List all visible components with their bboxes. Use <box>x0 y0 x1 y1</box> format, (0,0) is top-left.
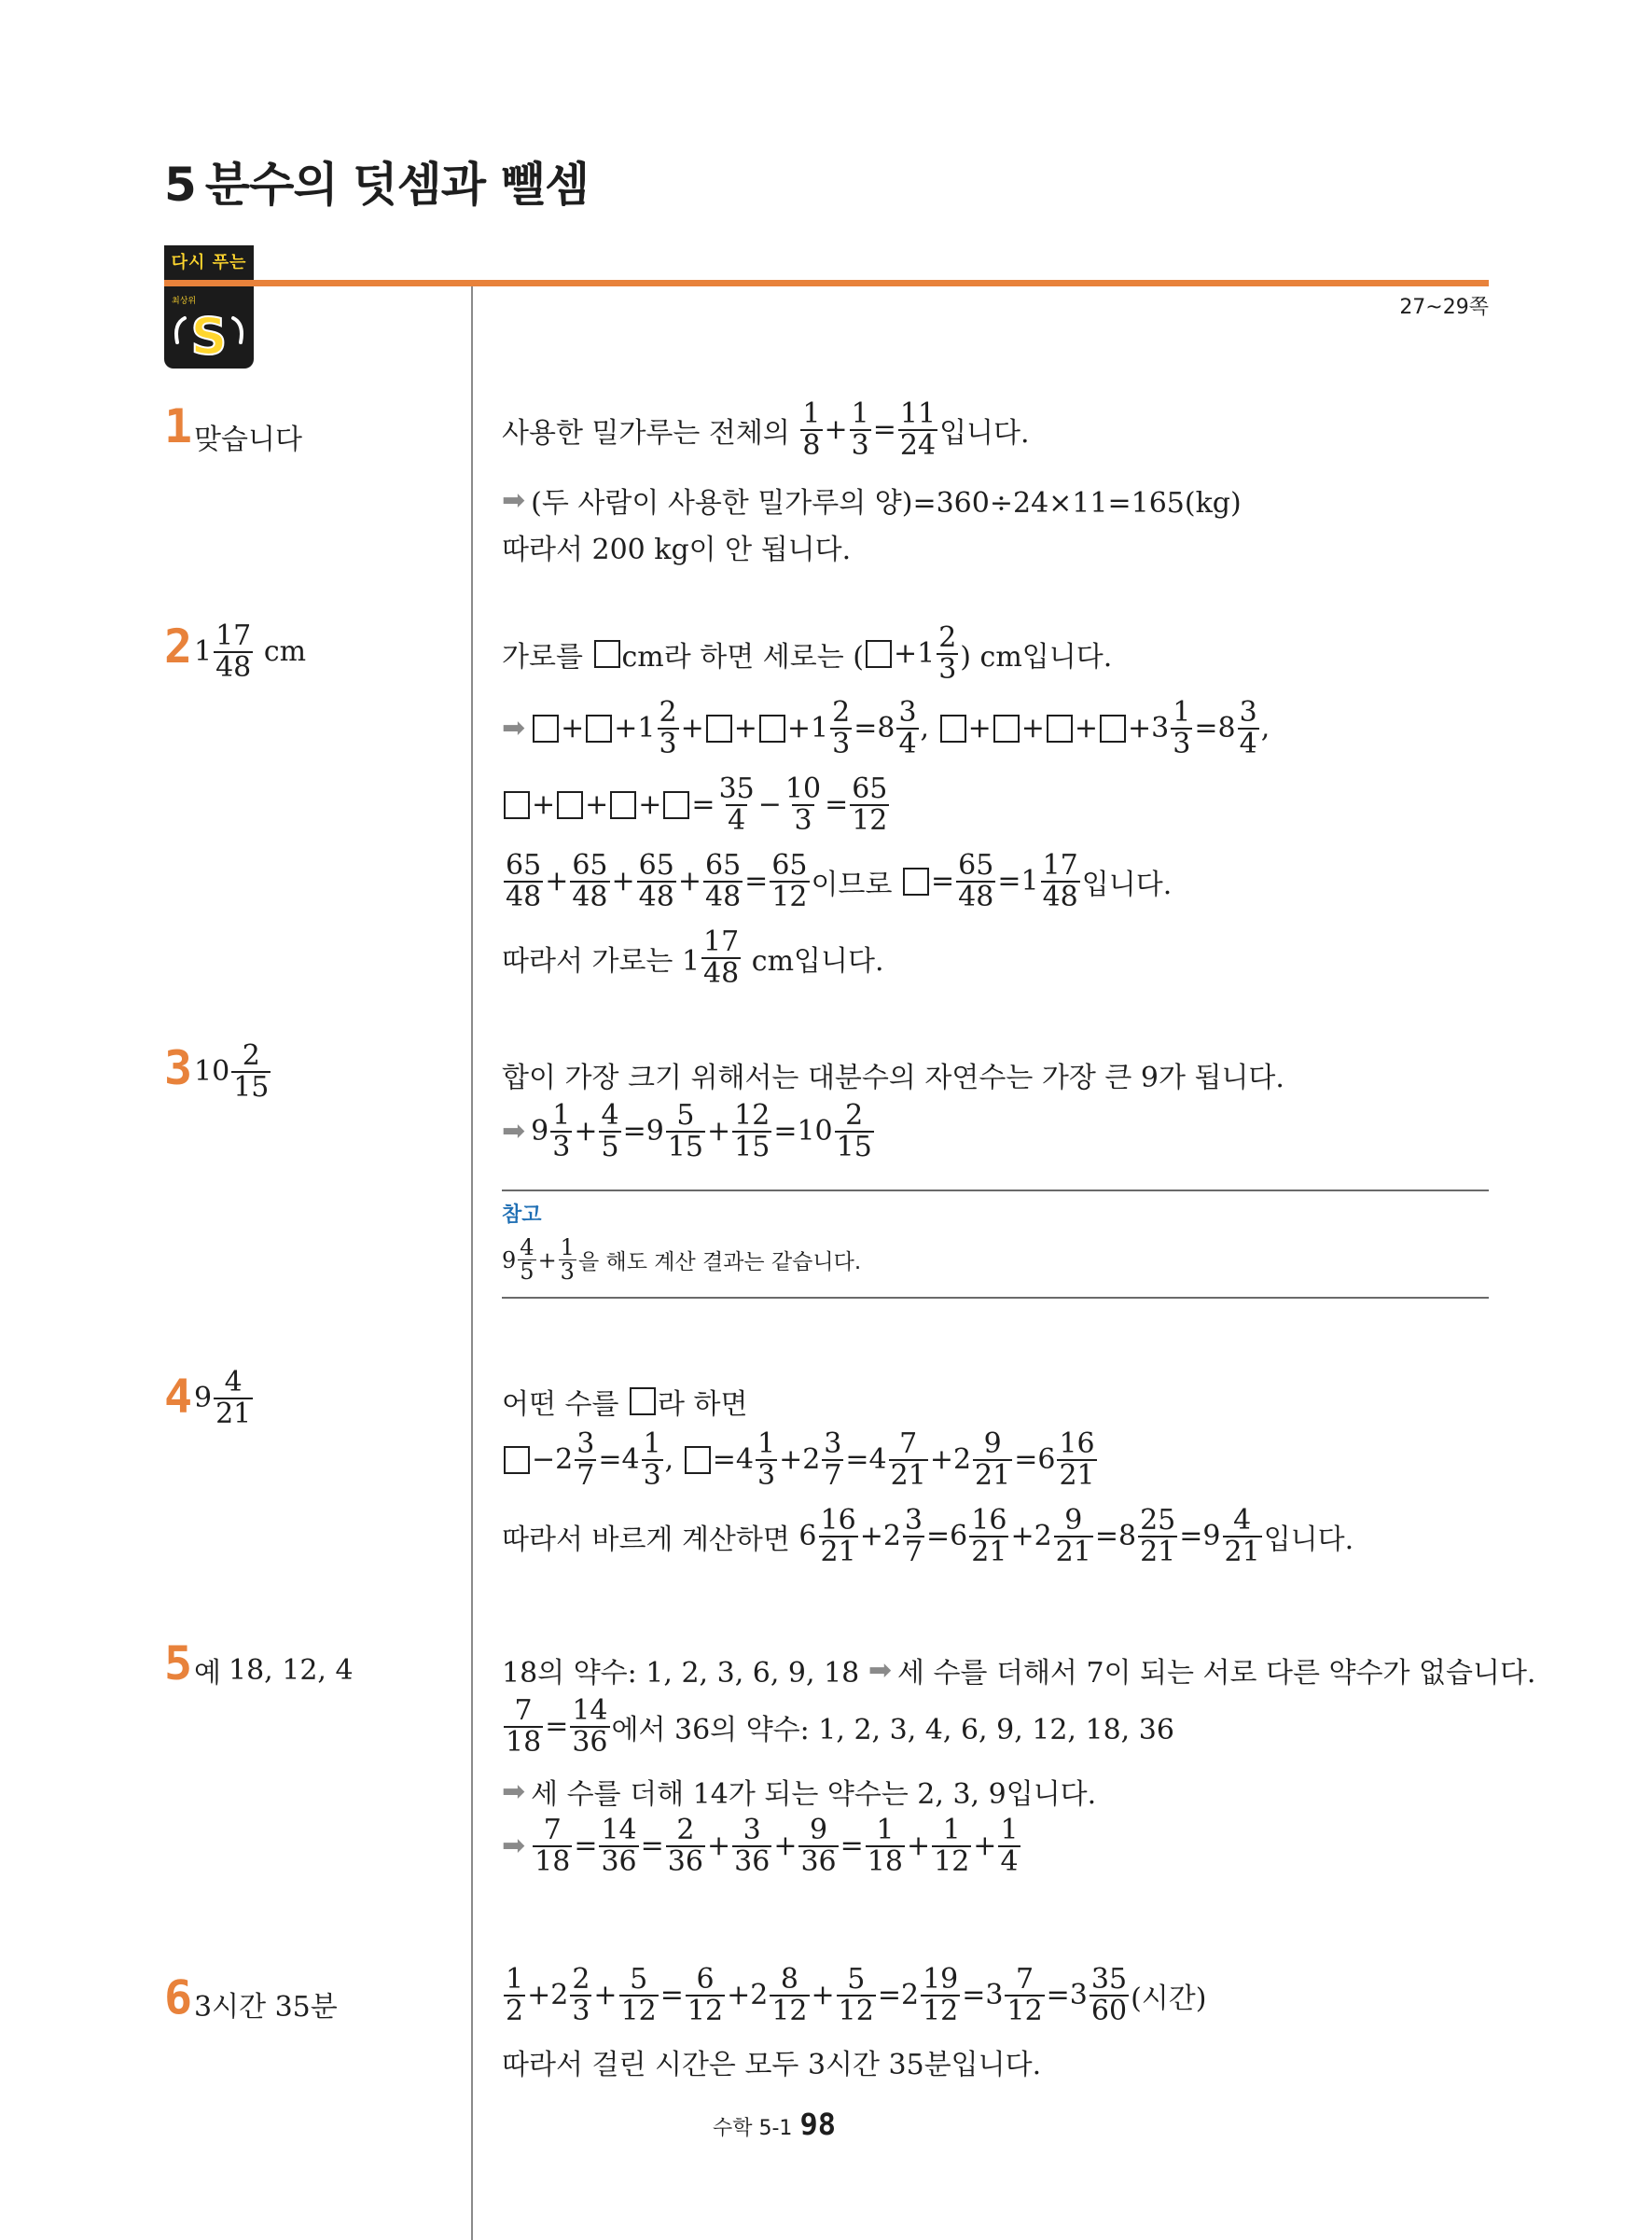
answer: 1 17 48 cm <box>194 619 307 684</box>
logo-caption: 최상위 <box>172 297 197 306</box>
brand-logo <box>164 286 254 369</box>
solution-line: + + + = 35 4 − 10 3 = 65 12 <box>502 774 891 835</box>
solution-line: 따라서 가로는 1 17 48 cm입니다. <box>502 925 884 990</box>
column-divider <box>471 286 473 2240</box>
solution-line: 7 18 = 14 36 에서 36의 약수: 1, 2, 3, 4, 6, 9, 12, 18, 36 <box>506 1694 1174 1759</box>
page-title <box>164 147 589 215</box>
solution-line: ➡ + +1 2 3 + + +1 2 3 =8 3 4 , + + + +3 1 3 =8 3 4 , <box>502 696 1270 760</box>
header-divider <box>164 280 1489 286</box>
solution-line: ➡ 세 수를 더해 14가 되는 약수는 2, 3, 9입니다. <box>502 1774 1097 1811</box>
solution-line: ➡ 9 1 3 + 4 5 =9 5 15 + 12 15 =10 2 15 <box>502 1099 872 1163</box>
answer: 3시간 35분 <box>194 1991 338 2024</box>
reference-top-rule <box>502 1190 1489 1191</box>
solution-line: 합이 가장 크기 위해서는 대분수의 자연수는 가장 큰 9가 됩니다. <box>502 1062 1284 1094</box>
arrow-icon: ➡ <box>502 483 526 517</box>
arrow-icon: ➡ <box>502 1774 526 1808</box>
page-range: 27~29쪽 <box>1399 296 1489 319</box>
solution-line: 사용한 밀가루는 전체의 1 8 + 1 3 = 11 24 입니다. <box>502 397 1030 462</box>
solution-line: 따라서 바르게 계산하면 6 16 21 +2 3 7 =6 16 21 +2 9 21 =8 25 21 =9 4 21 입니다. <box>502 1504 1354 1568</box>
arrow-icon: ➡ <box>868 1653 892 1687</box>
solution-line: 18의 약수: 1, 2, 3, 6, 9, 18 ➡ 세 수를 더해서 7이 되는 서로 다른 약수가 없습니다. <box>502 1653 1536 1690</box>
arrow-icon: ➡ <box>502 1830 526 1862</box>
reference-bottom-rule <box>502 1297 1489 1299</box>
question-number: 4 <box>164 1370 193 1424</box>
question-number: 3 <box>164 1041 193 1095</box>
blank-box <box>866 640 892 668</box>
solution-line: 65 48 + 65 48 + 65 48 + 65 48 = 65 12 이므로 = 65 48 =1 17 48 입니다. <box>506 849 1173 913</box>
question-number: 5 <box>164 1636 193 1690</box>
reference-text: 9 4 5 + 1 3 을 해도 계산 결과는 같습니다. <box>502 1234 862 1286</box>
answer: 10 2 15 <box>194 1039 270 1104</box>
solution-line: −2 3 7 =4 1 3 , =4 1 3 +2 3 7 =4 7 21 +2 9 21 =6 16 21 <box>502 1429 1099 1490</box>
solution-line: 가로를 cm라 하면 세로는 ( +1 2 3 ) cm입니다. <box>502 621 1113 686</box>
arrow-icon: ➡ <box>502 1115 526 1148</box>
page-footer <box>713 2107 836 2142</box>
question-number: 1 <box>164 399 193 453</box>
blank-box <box>594 640 620 668</box>
subject-label: 수학 5-1 <box>713 2117 793 2140</box>
solution-line: 따라서 200 kg이 안 됩니다. <box>502 534 852 566</box>
answer: 예 18, 12, 4 <box>194 1649 354 1690</box>
chapter-number: 5 <box>164 158 196 212</box>
logo-letter: S <box>190 307 228 366</box>
question-number: 6 <box>164 1970 193 2024</box>
solution-line: 1 2 +2 2 3 + 5 12 = 6 12 +2 8 12 + 5 12 =2 19 12 =3 7 12 =3 35 60 (시간) <box>506 1963 1207 2027</box>
question-number: 2 <box>164 619 193 674</box>
section-tag: 다시 푸는 <box>164 245 254 281</box>
example-mark: 예 <box>194 1657 221 1690</box>
chapter-title: 분수의 덧셈과 뺄셈 <box>204 158 590 212</box>
solution-line: ➡ (두 사람이 사용한 밀가루의 양)=360÷24×11=165(kg) <box>502 483 1242 520</box>
arrow-icon: ➡ <box>502 712 526 744</box>
answer: 맞습니다 <box>194 424 302 456</box>
page-number: 98 <box>799 2107 836 2142</box>
solution-line: 어떤 수를 라 하면 <box>502 1388 748 1421</box>
solution-line: 따라서 걸린 시간은 모두 3시간 35분입니다. <box>502 2049 1042 2081</box>
answer: 9 4 21 <box>194 1366 252 1430</box>
solution-line: ➡ 7 18 = 14 36 = 2 36 + 3 36 + 9 36 = 1 18 + 1 12 + 1 4 <box>502 1814 1019 1878</box>
reference-title: 참고 <box>502 1203 542 1227</box>
